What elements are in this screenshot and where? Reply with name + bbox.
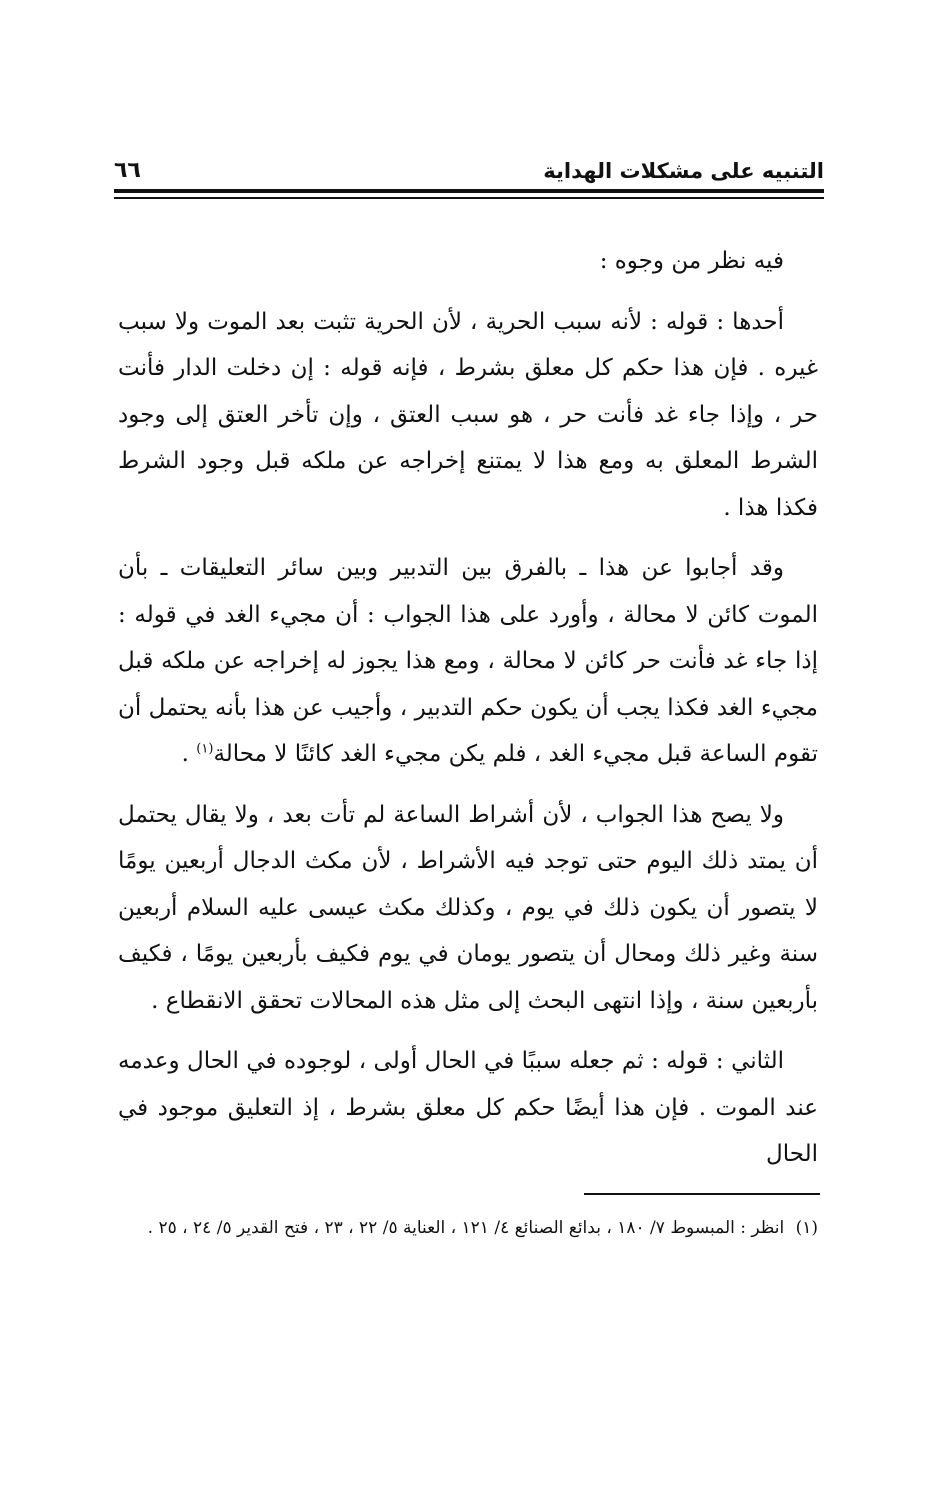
paragraph-second-point: الثاني : قوله : ثم جعله سببًا في الحال أولى ، لوجوده في الحال وعدمه عند الموت . فإن هذا أيضًا حكم كل معلق بشرط ، إذ التعليق موجود في الحال [118,1048,818,1167]
paragraph-reply-end: . [181,741,197,767]
header-rule-thin [114,197,824,199]
paragraph-reply [118,545,818,778]
paragraph-intro: فيه نظر من وجوه : [599,248,784,274]
page-number: ٦٦ [114,158,141,183]
book-title: التنبيه على مشكلات الهداية [543,159,824,183]
footnote-text: انظر : المبسوط ٧/ ١٨٠ ، بدائع الصنائع ٤/ ١٢١ ، العناية ٥/ ٢٢ ، ٢٣ ، فتح القدير ٥/ ٢٤ ، ٢٥ . [147,1218,785,1238]
footnote-mark: (١) [795,1218,818,1238]
paragraph-rebuttal: ولا يصح هذا الجواب ، لأن أشراط الساعة لم تأت بعد ، ولا يقال يحتمل أن يمتد ذلك اليوم حتى توجد فيه الأشراط ، لأن مكث الدجال أربعين يومًا لا يتصور أن يكون ذلك في يوم ، وكذلك مكث عيسى عليه السلام أربعين سنة وغير ذلك ومحال أن يتصور يومان في يوم فكيف بأربعين يومًا ، فكيف بأربعين سنة ، وإذا انتهى البحث إلى مثل هذه المحالات تحقق الانقطاع . [118,801,818,1014]
paragraph-first-point: أحدها : قوله : لأنه سبب الحرية ، لأن الحرية تثبت بعد الموت ولا سبب غيره . فإن هذا حكم كل معلق بشرط ، فإنه قوله : إن دخلت الدار فأنت حر ، وإذا جاء غد فأنت حر ، هو سبب العتق ، وإن تأخر العتق إلى وجود الشرط المعلق به ومع هذا لا يمتنع إخراجه عن ملكه قبل وجود الشرط فكذا هذا . [118,308,818,521]
running-header [114,150,824,186]
footnote-reference: (١) [196,741,214,757]
footnote-separator [584,1193,820,1195]
header-rule-thick [114,189,824,193]
paragraph-reply-text: وقد أجابوا عن هذا ـ بالفرق بين التدبير وبين سائر التعليقات ـ بأن الموت كائن لا محالة ، وأورد على هذا الجواب : أن مجيء الغد في قوله : إذا جاء غد فأنت حر كائن لا محالة ، ومع هذا يجوز له إخراجه عن ملكه قبل مجيء الغد فكذا يجب أن يكون حكم التدبير ، وأجيب عن هذا بأنه يحتمل أن تقوم الساعة قبل مجيء الغد ، فلم يكن مجيء الغد كائنًا لا محالة [118,555,818,767]
footnote [114,1212,818,1245]
main-text [118,238,818,1178]
